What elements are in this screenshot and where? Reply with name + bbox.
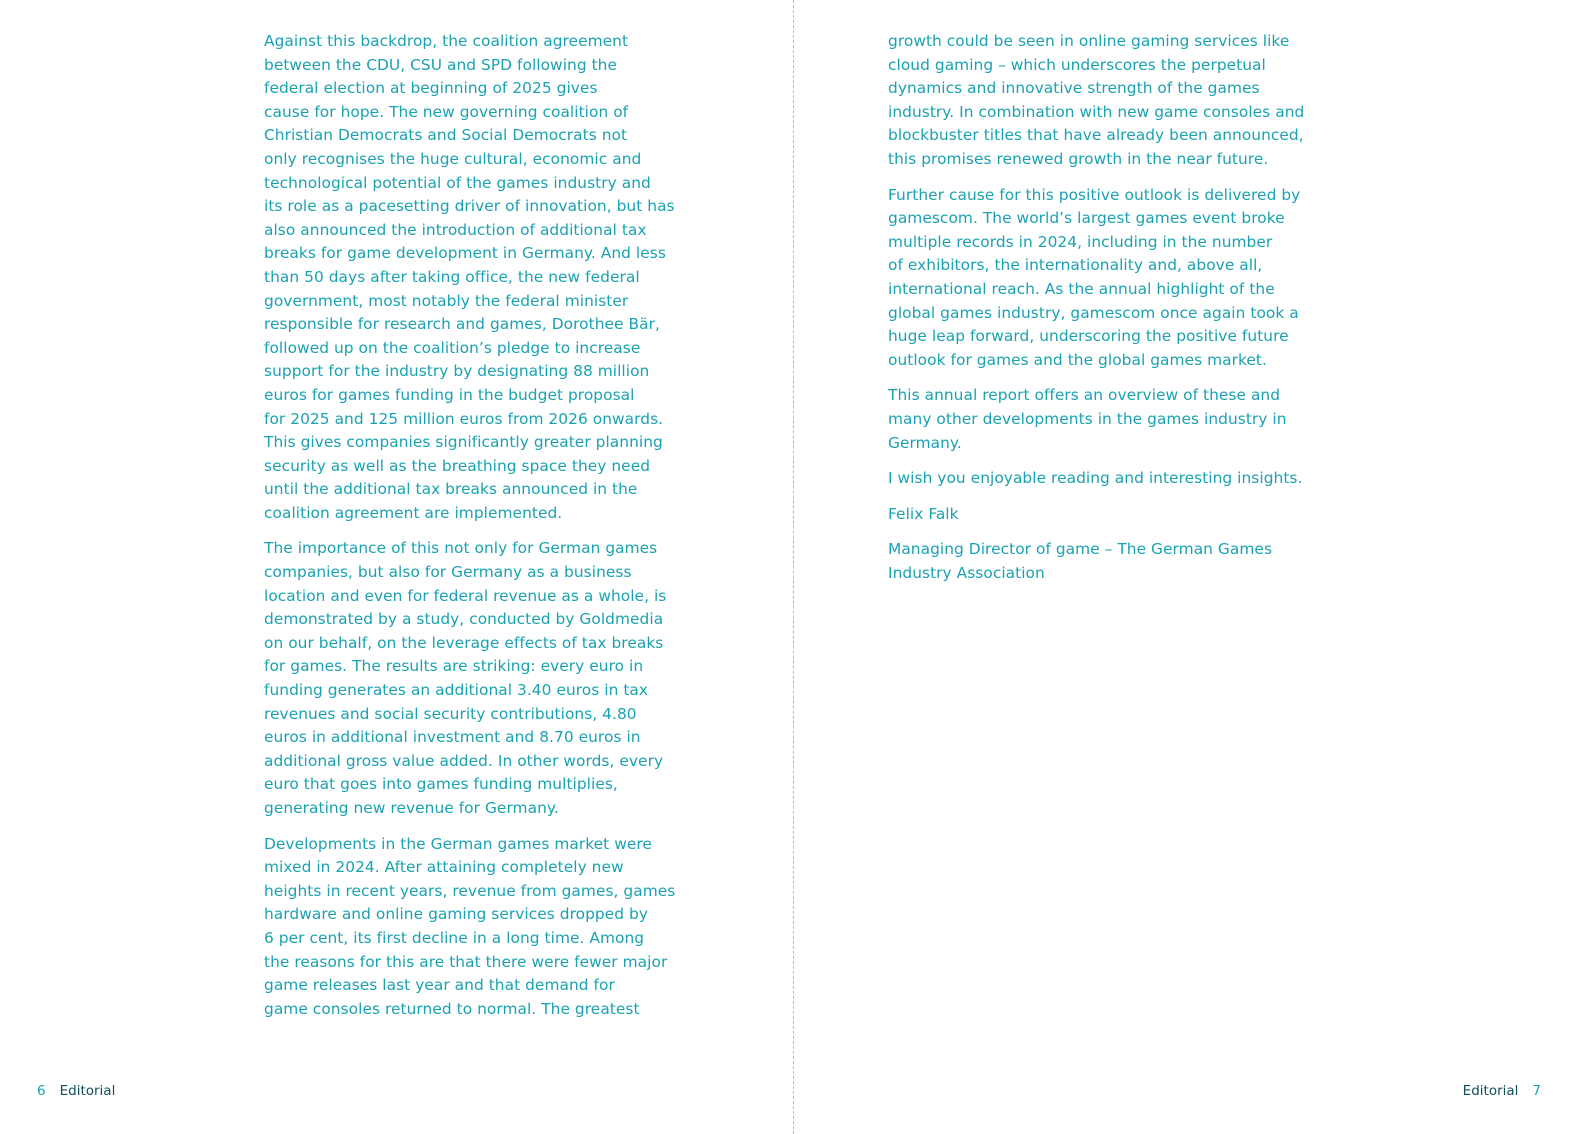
paragraph-closing-wish: I wish you enjoyable reading and interesting insights. (888, 469, 1303, 488)
paragraph-report-overview: This annual report offers an overview of these and many other developments in the games industry in Germany. (888, 386, 1287, 452)
section-label: Editorial (59, 1083, 116, 1099)
signature-title: Managing Director of game – The German Games Industry Association (888, 540, 1273, 582)
section-label: Editorial (1462, 1083, 1519, 1099)
page-number: 7 (1532, 1083, 1541, 1099)
page-number: 6 (37, 1083, 46, 1099)
paragraph-tax-breaks-study: The importance of this not only for German games companies, but also for Germany as a business location and even for federal revenue as a whole, is demonstrated by a study, conducted by Goldmedia on our behalf, on the leverage effects of tax breaks for games. The results are striking: every euro in funding generates an additional 3.40 euros in tax revenues and social security contributions, 4.80 euros in additional investment and 8.70 euros in additional gross value added. In other words, every euro that goes into games funding multiplies, generating new revenue for Germany. (264, 539, 667, 817)
right-page-body (888, 30, 1348, 597)
page-spread-divider (793, 0, 794, 1134)
paragraph-gamescom-outlook: Further cause for this positive outlook is delivered by gamescom. The world’s largest games event broke multiple records in 2024, including in the number of exhibitors, the internationality and, above all, international reach. As the annual highlight of the global games industry, gamescom once again took a huge leap forward, underscoring the positive future outlook for games and the global games market. (888, 185, 1301, 369)
paragraph-coalition-agreement: Against this backdrop, the coalition agreement between the CDU, CSU and SPD following the federal election at beginning of 2025 gives cause for hope. The new governing coalition of Christian Democrats and Social Democrats not only recognises the huge cultural, economic and technological potential of the games industry and its role as a pacesetting driver of innovation, but has also announced the introduction of additional tax breaks for game development in Germany. And less than 50 days after taking office, the new federal government, most notably the federal minister responsible for research and games, Dorothee Bär, followed up on the coalition’s pledge to increase support for the industry by designating 88 million euros for games funding in the budget proposal for 2025 and 125 million euros from 2026 onwards. This gives companies significantly greater planning security as well as the breathing space they need until the additional tax breaks announced in the coalition agreement are implemented. (264, 32, 675, 522)
left-page-footer (37, 1081, 115, 1101)
paragraph-online-gaming-growth: growth could be seen in online gaming services like cloud gaming – which underscores the perpetual dynamics and innovative strength of the games industry. In combination with new game consoles and blockbuster titles that have already been announced, this promises renewed growth in the near future. (888, 32, 1305, 168)
right-page-footer (1463, 1081, 1541, 1101)
signature-name: Felix Falk (888, 504, 959, 523)
paragraph-market-developments: Developments in the German games market were mixed in 2024. After attaining completely new heights in recent years, revenue from games, games hardware and online gaming services dropped by 6 per cent, its first decline in a long time. Among the reasons for this are that there were fewer major game releases last year and that demand for game consoles returned to normal. The greatest (264, 834, 676, 1018)
left-page-body (264, 30, 706, 1033)
